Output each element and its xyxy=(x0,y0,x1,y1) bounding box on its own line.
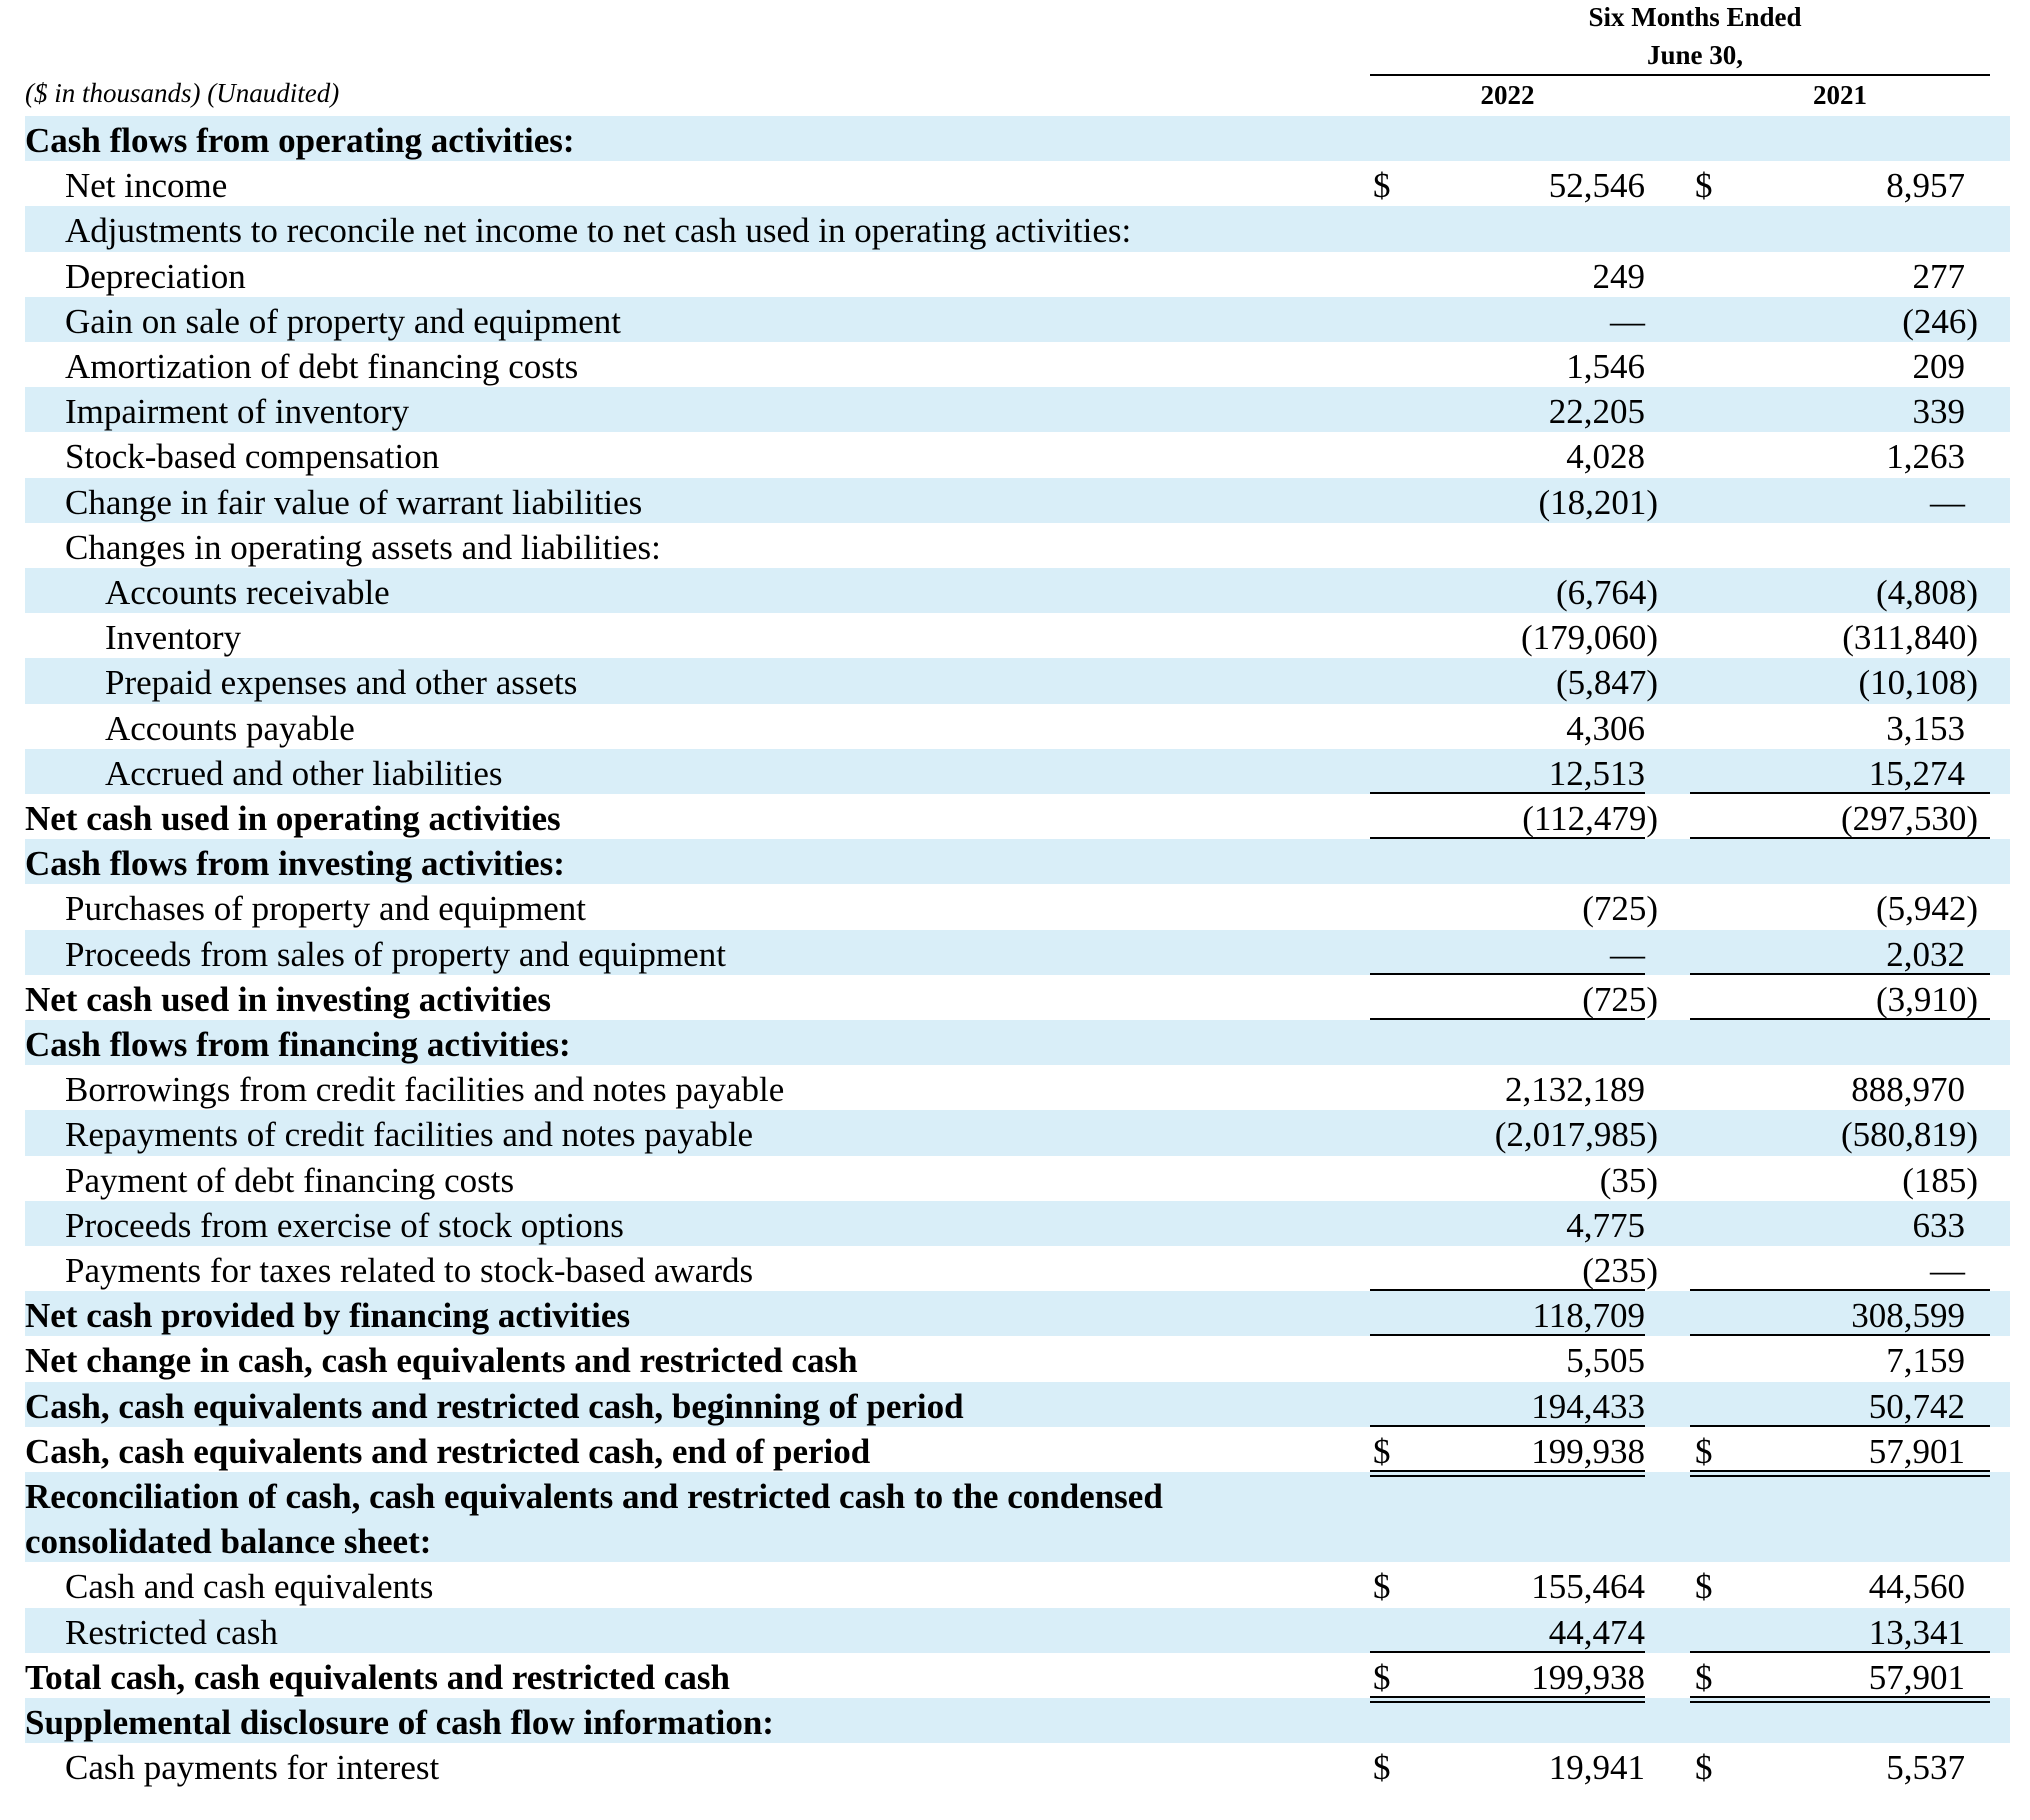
value-2022: (725) xyxy=(1582,979,1658,1019)
row-label: Accrued and other liabilities xyxy=(105,753,503,793)
value-2022: 199,938 xyxy=(1531,1657,1645,1697)
value-2022: (235) xyxy=(1582,1251,1658,1290)
subtotal-rule-2022 xyxy=(1370,792,1645,794)
value-2021: — xyxy=(1930,482,1965,522)
row-label: Stock-based compensation xyxy=(65,437,440,477)
currency-symbol-2021: $ xyxy=(1695,1431,1713,1471)
value-2022: 4,775 xyxy=(1566,1205,1645,1245)
table-row xyxy=(25,1201,2010,1246)
column-header-2021: 2021 xyxy=(1813,80,1867,110)
table-row xyxy=(25,1608,2010,1653)
value-2021: 13,341 xyxy=(1868,1612,1965,1652)
row-label: Proceeds from sales of property and equipment xyxy=(65,934,726,974)
row-label: Inventory xyxy=(105,618,242,658)
value-2021: (580,819) xyxy=(1840,1115,1978,1155)
column-header-2022: 2022 xyxy=(1480,80,1535,110)
value-2022: 4,028 xyxy=(1566,437,1645,477)
value-2021: (311,840) xyxy=(1842,618,1978,658)
value-2022: 1,546 xyxy=(1566,347,1645,386)
subtotal-rule-2022 xyxy=(1370,1289,1645,1291)
value-2021: 277 xyxy=(1912,256,1965,296)
value-2021: (5,942) xyxy=(1875,889,1978,929)
row-label: Adjustments to reconcile net income to net cash used in operating activities: xyxy=(65,211,1132,251)
value-2022: (179,060) xyxy=(1520,618,1658,658)
row-label: Impairment of inventory xyxy=(65,392,410,432)
currency-symbol-2021: $ xyxy=(1695,166,1713,206)
table-row xyxy=(25,1427,2010,1472)
table-row xyxy=(25,1065,2010,1110)
row-label: Net income xyxy=(65,166,228,206)
value-2022: (112,479) xyxy=(1522,799,1658,838)
row-label: Reconciliation of cash, cash equivalents and restricted cash to the condensed xyxy=(25,1477,1163,1516)
table-row xyxy=(25,975,2010,1020)
value-2022: (5,847) xyxy=(1555,663,1658,703)
table-row xyxy=(25,523,2010,568)
row-label: Supplemental disclosure of cash flow information: xyxy=(25,1703,774,1742)
total-rule-2022 xyxy=(1370,1018,1645,1020)
value-2021: 339 xyxy=(1912,392,1965,432)
total-rule-2022 xyxy=(1370,1334,1645,1336)
period-title-line1: Six Months Ended xyxy=(1588,2,1802,32)
table-row xyxy=(25,206,2010,251)
value-2021: 5,537 xyxy=(1886,1748,1965,1788)
table-row xyxy=(25,432,2010,477)
subtotal-rule-2022 xyxy=(1370,1651,1645,1653)
table-row xyxy=(25,478,2010,523)
row-label: Repayments of credit facilities and notes payable xyxy=(65,1115,754,1155)
total-rule-2021 xyxy=(1690,1018,1990,1020)
value-2021: 209 xyxy=(1912,347,1965,386)
row-label: Amortization of debt financing costs xyxy=(65,347,579,386)
row-label: Cash and cash equivalents xyxy=(65,1567,434,1607)
row-label: Changes in operating assets and liabilities: xyxy=(65,527,661,567)
value-2021: 3,153 xyxy=(1886,708,1965,748)
value-2022: 155,464 xyxy=(1531,1567,1645,1607)
value-2022: 44,474 xyxy=(1548,1612,1645,1652)
value-2022: — xyxy=(1610,301,1645,341)
row-label: Net cash used in operating activities xyxy=(25,799,561,838)
currency-symbol-2021: $ xyxy=(1695,1657,1713,1697)
value-2022: 12,513 xyxy=(1548,753,1645,793)
value-2021: 1,263 xyxy=(1886,437,1965,477)
value-2021: (10,108) xyxy=(1858,663,1978,703)
table-row xyxy=(25,794,2010,839)
value-2021: 2,032 xyxy=(1886,934,1965,974)
table-row xyxy=(25,1246,2010,1291)
double-rule-2021 xyxy=(1690,1696,1990,1703)
row-label: Borrowings from credit facilities and notes payable xyxy=(65,1070,785,1110)
currency-symbol-2022: $ xyxy=(1373,166,1391,206)
table-row xyxy=(25,1472,2010,1562)
value-2021: 50,742 xyxy=(1868,1386,1965,1426)
row-label: Accounts payable xyxy=(105,708,355,748)
table-row xyxy=(25,1291,2010,1336)
subtotal-rule-2022 xyxy=(1370,973,1645,975)
subtotal-rule-2021 xyxy=(1690,1425,1990,1427)
value-2022: 2,132,189 xyxy=(1505,1070,1645,1110)
value-2021: (246) xyxy=(1902,301,1978,341)
table-row xyxy=(25,613,2010,658)
value-2022: — xyxy=(1610,934,1645,974)
table-row xyxy=(25,1382,2010,1427)
total-rule-2022 xyxy=(1370,837,1645,839)
table-row xyxy=(25,1698,2010,1743)
row-label: Purchases of property and equipment xyxy=(65,889,586,929)
value-2021: (185) xyxy=(1902,1160,1978,1200)
row-label: Net cash used in investing activities xyxy=(25,979,551,1019)
currency-symbol-2022: $ xyxy=(1373,1567,1391,1607)
currency-symbol-2022: $ xyxy=(1373,1657,1391,1697)
table-row xyxy=(25,1156,2010,1201)
subtotal-rule-2021 xyxy=(1690,1651,1990,1653)
row-label: Net cash provided by financing activities xyxy=(25,1296,631,1336)
value-2022: 199,938 xyxy=(1531,1431,1645,1471)
value-2022: 4,306 xyxy=(1566,708,1645,748)
subtotal-rule-2021 xyxy=(1690,1289,1990,1291)
value-2021: 7,159 xyxy=(1886,1341,1965,1381)
row-label-continued: consolidated balance sheet: xyxy=(25,1522,432,1562)
value-2021: (297,530) xyxy=(1840,799,1978,838)
value-2021: 8,957 xyxy=(1886,166,1965,206)
table-row xyxy=(25,1743,2010,1788)
value-2022: 194,433 xyxy=(1531,1386,1645,1426)
value-2022: (2,017,985) xyxy=(1494,1115,1658,1155)
currency-symbol-2021: $ xyxy=(1695,1567,1713,1607)
units-note: ($ in thousands) (Unaudited) xyxy=(25,78,340,108)
value-2021: (3,910) xyxy=(1875,979,1978,1019)
row-label: Payment of debt financing costs xyxy=(65,1160,515,1200)
value-2022: 22,205 xyxy=(1548,392,1645,432)
row-label: Depreciation xyxy=(65,256,246,296)
value-2022: (35) xyxy=(1599,1160,1658,1200)
table-row xyxy=(25,884,2010,929)
subtotal-rule-2022 xyxy=(1370,1425,1645,1427)
row-label: Proceeds from exercise of stock options xyxy=(65,1205,624,1245)
table-row xyxy=(25,1020,2010,1065)
row-label: Prepaid expenses and other assets xyxy=(105,663,578,703)
table-row xyxy=(25,749,2010,794)
table-row xyxy=(25,387,2010,432)
double-rule-2022 xyxy=(1370,1696,1645,1703)
row-label: Cash payments for interest xyxy=(65,1748,440,1788)
row-label: Gain on sale of property and equipment xyxy=(65,301,621,341)
value-2022: (18,201) xyxy=(1538,482,1658,522)
table-row xyxy=(25,1653,2010,1698)
value-2021: 44,560 xyxy=(1868,1567,1965,1607)
table-row xyxy=(25,116,2010,161)
value-2022: 5,505 xyxy=(1566,1341,1645,1381)
value-2021: 308,599 xyxy=(1851,1296,1965,1336)
value-2021: 15,274 xyxy=(1868,753,1965,793)
row-label: Restricted cash xyxy=(65,1612,278,1652)
value-2022: 249 xyxy=(1592,256,1645,296)
table-row xyxy=(25,161,2010,206)
value-2022: (725) xyxy=(1582,889,1658,929)
table-row xyxy=(25,1562,2010,1607)
period-header-rule xyxy=(1370,74,1990,76)
value-2022: (6,764) xyxy=(1555,573,1658,612)
row-label: Cash flows from operating activities: xyxy=(25,121,575,160)
row-label: Net change in cash, cash equivalents and restricted cash xyxy=(25,1341,858,1381)
row-label: Cash, cash equivalents and restricted cash, beginning of period xyxy=(25,1386,964,1426)
subtotal-rule-2021 xyxy=(1690,973,1990,975)
table-row xyxy=(25,342,2010,387)
row-label: Total cash, cash equivalents and restricted cash xyxy=(25,1657,730,1697)
subtotal-rule-2021 xyxy=(1690,792,1990,794)
row-label: Accounts receivable xyxy=(105,573,390,612)
value-2022: 52,546 xyxy=(1548,166,1645,206)
value-2021: 57,901 xyxy=(1868,1657,1965,1697)
row-label: Cash flows from financing activities: xyxy=(25,1025,571,1064)
row-label: Change in fair value of warrant liabilities xyxy=(65,482,643,522)
value-2021: 888,970 xyxy=(1851,1070,1965,1110)
table-row xyxy=(25,568,2010,613)
row-label: Cash, cash equivalents and restricted cash, end of period xyxy=(25,1431,871,1471)
value-2022: 118,709 xyxy=(1532,1296,1645,1336)
total-rule-2021 xyxy=(1690,1334,1990,1336)
currency-symbol-2021: $ xyxy=(1695,1748,1713,1788)
value-2021: 633 xyxy=(1912,1205,1965,1245)
table-row xyxy=(25,1110,2010,1155)
currency-symbol-2022: $ xyxy=(1373,1431,1391,1471)
value-2022: 19,941 xyxy=(1548,1748,1645,1788)
value-2021: (4,808) xyxy=(1875,573,1978,612)
table-row xyxy=(25,658,2010,703)
value-2021: — xyxy=(1930,1251,1965,1290)
table-row xyxy=(25,1336,2010,1381)
row-label: Cash flows from investing activities: xyxy=(25,844,565,884)
period-title-line2: June 30, xyxy=(1646,40,1744,70)
row-label: Payments for taxes related to stock-based awards xyxy=(65,1251,754,1290)
table-row xyxy=(25,252,2010,297)
double-rule-2022 xyxy=(1370,1470,1645,1477)
currency-symbol-2022: $ xyxy=(1373,1748,1391,1788)
table-row xyxy=(25,839,2010,884)
table-row xyxy=(25,297,2010,342)
table-row xyxy=(25,930,2010,975)
value-2021: 57,901 xyxy=(1868,1431,1965,1471)
total-rule-2021 xyxy=(1690,837,1990,839)
double-rule-2021 xyxy=(1690,1470,1990,1477)
table-row xyxy=(25,704,2010,749)
